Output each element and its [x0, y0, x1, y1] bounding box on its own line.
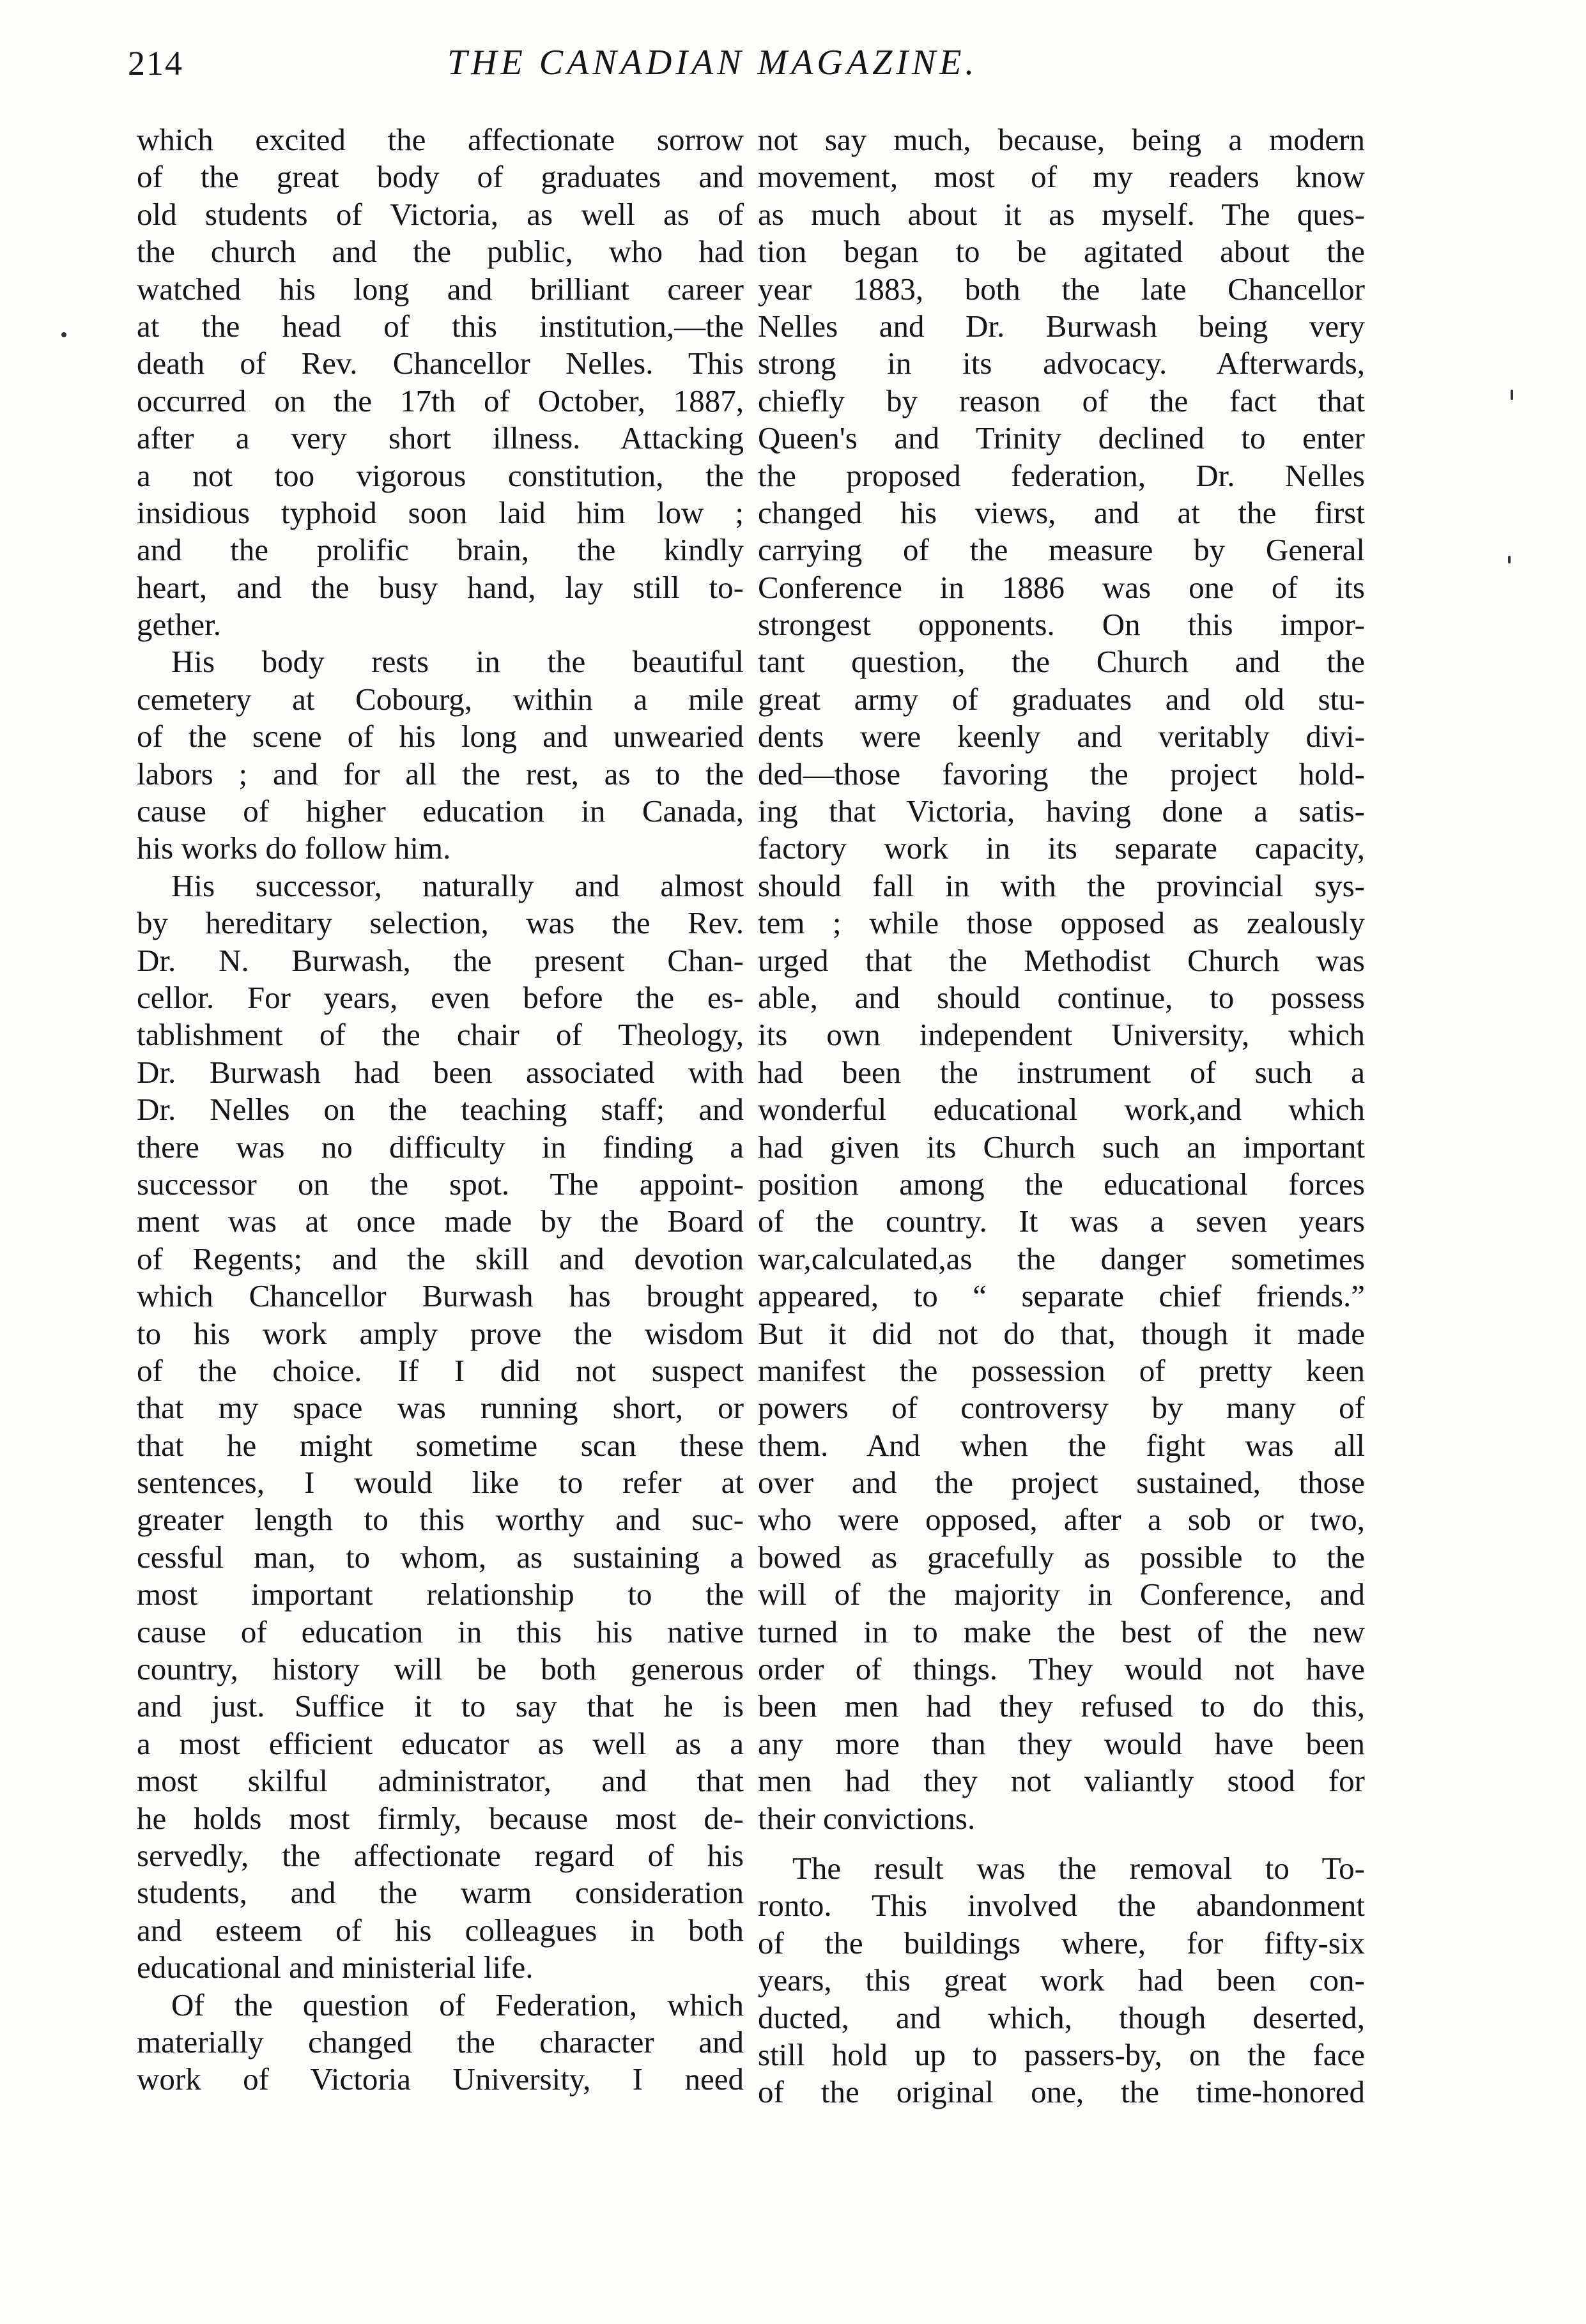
text-line: there was no difficulty in finding a [137, 1129, 744, 1165]
text-line: But it did not do that, though it made [758, 1315, 1365, 1351]
text-line: chiefly by reason of the fact that [758, 383, 1365, 418]
text-line: Dr. Burwash had been associated with [137, 1054, 744, 1090]
text-line: labors ; and for all the rest, as to the [137, 756, 744, 791]
text-line: ronto. This involved the abandonment [758, 1888, 1365, 1923]
text-line: educational and ministerial life. [137, 1950, 534, 1985]
text-line: wonderful educational work,and which [758, 1092, 1365, 1128]
text-line: had been the instrument of such a [758, 1054, 1365, 1090]
text-line: tablishment of the chair of Theology, [137, 1017, 744, 1053]
print-speck [61, 332, 66, 337]
text-line: occurred on the 17th of October, 1887, [137, 383, 744, 418]
text-line: should fall in with the provincial sys- [758, 868, 1365, 903]
text-line: bowed as gracefully as possible to the [758, 1539, 1365, 1575]
text-line: greater length to this worthy and suc- [137, 1502, 744, 1538]
text-line: his works do follow him. [137, 830, 451, 866]
text-line: of the choice. If I did not suspect [137, 1352, 744, 1388]
text-line: still hold up to passers-by, on the face [758, 2037, 1365, 2072]
text-line: cause of higher education in Canada, [137, 793, 744, 829]
text-line: Dr. N. Burwash, the present Chan- [137, 942, 744, 978]
text-line: insidious typhoid soon laid him low ; [137, 494, 744, 530]
text-line: His successor, naturally and almost [171, 868, 744, 903]
text-line: cessful man, to whom, as sustaining a [137, 1539, 744, 1575]
page-number: 214 [128, 44, 183, 82]
text-line: which Chancellor Burwash has brought [137, 1278, 744, 1314]
right-column [758, 121, 1365, 2111]
text-line: year 1883, both the late Chancellor [758, 271, 1365, 307]
text-line: most important relationship to the [137, 1577, 744, 1612]
running-title: THE CANADIAN MAGAZINE. [447, 43, 978, 82]
text-line: successor on the spot. The appoint- [137, 1166, 744, 1202]
text-line: them. And when the fight was all [758, 1427, 1365, 1463]
text-line: gether. [137, 607, 221, 643]
text-line: powers of controversy by many of [758, 1390, 1365, 1426]
text-line: His body rests in the beautiful [171, 644, 744, 680]
text-line: will of the majority in Conference, and [758, 1577, 1365, 1612]
text-line: of the great body of graduates and [137, 159, 744, 195]
text-line: of the scene of his long and unwearied [137, 719, 744, 754]
text-line: men had they not valiantly stood for [758, 1763, 1365, 1799]
text-line: and just. Suffice it to say that he is [137, 1688, 744, 1724]
text-line: dents were keenly and veritably divi- [758, 719, 1365, 754]
text-line: ded—those favoring the project hold- [758, 756, 1365, 791]
text-line: tem ; while those opposed as zealously [758, 905, 1365, 941]
text-line: manifest the possession of pretty keen [758, 1352, 1365, 1388]
text-line: Dr. Nelles on the teaching staff; and [137, 1092, 744, 1128]
text-line: Of the question of Federation, which [171, 1987, 744, 2022]
text-line: strong in its advocacy. Afterwards, [758, 346, 1365, 381]
text-line: ing that Victoria, having done a satis- [758, 793, 1365, 829]
text-line: old students of Victoria, as well as of [137, 196, 744, 232]
text-line: that my space was running short, or [137, 1390, 744, 1426]
text-line: that he might sometime scan these [137, 1427, 744, 1463]
text-line: their convictions. [758, 1800, 976, 1836]
text-line: materially changed the character and [137, 2024, 744, 2060]
text-line: over and the project sustained, those [758, 1465, 1365, 1501]
print-speck [1508, 556, 1511, 563]
text-line: most skilful administrator, and that [137, 1763, 744, 1799]
print-speck [1511, 390, 1513, 400]
text-line: the proposed federation, Dr. Nelles [758, 457, 1365, 493]
text-line: able, and should continue, to possess [758, 979, 1365, 1015]
text-line: the church and the public, who had [137, 234, 744, 270]
text-line: a most efficient educator as well as a [137, 1725, 744, 1761]
text-line: as much about it as myself. The ques- [758, 196, 1365, 232]
text-line: of Regents; and the skill and devotion [137, 1241, 744, 1276]
text-line [758, 1837, 1365, 1850]
text-line: movement, most of my readers know [758, 159, 1365, 195]
text-line: ducted, and which, though deserted, [758, 1999, 1365, 2035]
text-line: students, and the warm consideration [137, 1875, 744, 1911]
text-line: who were opposed, after a sob or two, [758, 1502, 1365, 1538]
text-line: war,calculated,as the danger sometimes [758, 1241, 1365, 1276]
left-column [137, 121, 744, 2098]
text-line: sentences, I would like to refer at [137, 1465, 744, 1501]
text-line: Conference in 1886 was one of its [758, 569, 1365, 605]
text-line: tion began to be agitated about the [758, 234, 1365, 270]
text-line: tant question, the Church and the [758, 644, 1365, 680]
text-line: of the original one, the time-honored [758, 2074, 1365, 2110]
text-line: after a very short illness. Attacking [137, 420, 744, 456]
text-line: turned in to make the best of the new [758, 1614, 1365, 1649]
text-line: heart, and the busy hand, lay still to- [137, 569, 744, 605]
text-line: Nelles and Dr. Burwash being very [758, 308, 1365, 344]
text-line: he holds most firmly, because most de- [137, 1800, 744, 1836]
text-line: carrying of the measure by General [758, 532, 1365, 568]
text-line: had given its Church such an important [758, 1129, 1365, 1165]
text-line: changed his views, and at the first [758, 494, 1365, 530]
text-line: and esteem of his colleagues in both [137, 1912, 744, 1948]
text-line: at the head of this institution,—the [137, 308, 744, 344]
text-line: not say much, because, being a modern [758, 122, 1365, 157]
text-line: any more than they would have been [758, 1725, 1365, 1761]
text-line: great army of graduates and old stu- [758, 681, 1365, 717]
text-line: to his work amply prove the wisdom [137, 1315, 744, 1351]
text-line: Queen's and Trinity declined to enter [758, 420, 1365, 456]
text-line: urged that the Methodist Church was [758, 942, 1365, 978]
text-line: work of Victoria University, I need [137, 2061, 744, 2097]
text-line: ment was at once made by the Board [137, 1204, 744, 1239]
text-line: position among the educational forces [758, 1166, 1365, 1202]
text-line: cause of education in this his native [137, 1614, 744, 1649]
text-line: which excited the affectionate sorrow [137, 122, 744, 157]
text-line: of the buildings where, for fifty-six [758, 1925, 1365, 1961]
text-line: and the prolific brain, the kindly [137, 532, 744, 568]
text-line: of the country. It was a seven years [758, 1204, 1365, 1239]
text-line: servedly, the affectionate regard of his [137, 1837, 744, 1873]
text-line: by hereditary selection, was the Rev. [137, 905, 744, 941]
text-line: cemetery at Cobourg, within a mile [137, 681, 744, 717]
text-line: The result was the removal to To- [792, 1850, 1365, 1886]
text-line: been men had they refused to do this, [758, 1688, 1365, 1724]
text-line: country, history will be both generous [137, 1651, 744, 1687]
text-line: death of Rev. Chancellor Nelles. This [137, 346, 744, 381]
text-line: its own independent University, which [758, 1017, 1365, 1053]
text-line: a not too vigorous constitution, the [137, 457, 744, 493]
text-line: factory work in its separate capacity, [758, 830, 1365, 866]
text-line: appeared, to “ separate chief friends.” [758, 1278, 1365, 1314]
text-line: order of things. They would not have [758, 1651, 1365, 1687]
text-line: cellor. For years, even before the es- [137, 979, 744, 1015]
text-line: watched his long and brilliant career [137, 271, 744, 307]
text-line: years, this great work had been con- [758, 1962, 1365, 1998]
text-line: strongest opponents. On this impor- [758, 607, 1365, 643]
